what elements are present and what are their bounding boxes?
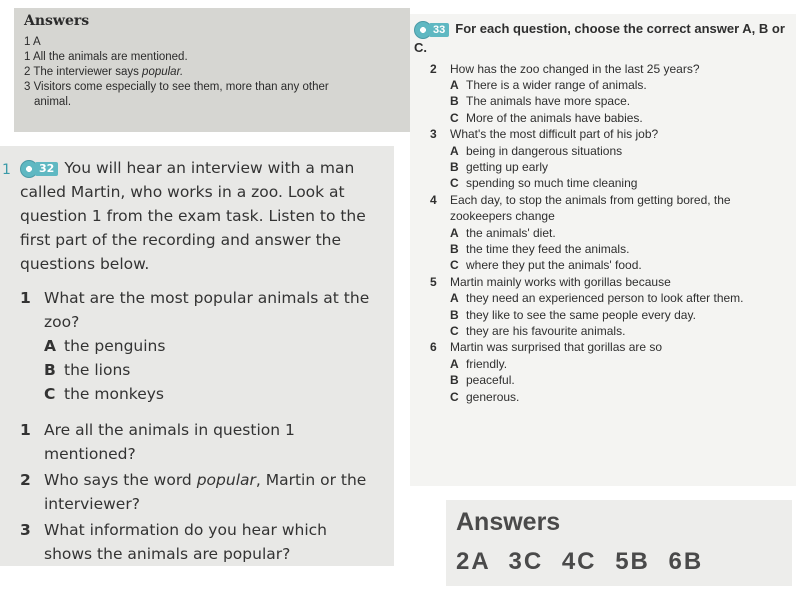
option[interactable]: [20, 358, 380, 382]
question-text-part: , Martin or the interviewer?: [44, 471, 367, 513]
option-text: the animals' diet.: [466, 225, 556, 240]
option-text: friendly.: [466, 356, 508, 371]
question: [414, 339, 786, 355]
audio-track-badge[interactable]: [20, 160, 58, 178]
option[interactable]: [414, 110, 786, 126]
followup-question: [20, 418, 380, 466]
question-text: Martin was surprised that gorillas are so: [450, 340, 663, 355]
option-letter: A: [450, 356, 459, 371]
option-letter: C: [44, 385, 56, 403]
answer-key-item: 3C: [508, 548, 544, 575]
option[interactable]: [414, 323, 786, 339]
question-number: 1: [20, 289, 31, 307]
question-text: How has the zoo changed in the last 25 years?: [450, 61, 700, 76]
option-letter: A: [44, 337, 56, 355]
heading-text: For each question, choose the correct answer A, B or C.: [414, 21, 785, 55]
option-text: The animals have more space.: [466, 94, 631, 109]
option[interactable]: [414, 143, 786, 159]
exercise-number: 1: [2, 162, 11, 178]
option-text: getting up early: [466, 160, 549, 174]
option-text: they need an experienced person to look after them.: [466, 291, 744, 306]
option-letter: B: [44, 361, 56, 379]
question-number: 3: [430, 127, 437, 142]
option-text: generous.: [466, 389, 520, 404]
option[interactable]: [414, 356, 786, 372]
answer-key-item: 6B: [668, 548, 704, 575]
option[interactable]: [414, 257, 786, 273]
answer-line: animal.: [34, 96, 72, 108]
intro-text: You will hear an interview with a man called Martin, who works in a zoo. Look at question 1 from the exam task. Listen to the first part of the recording and answer the questions below.: [20, 159, 366, 273]
option-text: they are his favourite animals.: [466, 324, 626, 339]
option-text: There is a wider range of animals.: [466, 77, 647, 92]
option[interactable]: [414, 372, 786, 388]
option-letter: A: [450, 225, 459, 240]
option[interactable]: [414, 225, 786, 241]
question-text: What are the most popular animals at the zoo?: [44, 289, 370, 331]
answer-key-item: 2A: [456, 548, 490, 575]
option-text: spending so much time cleaning: [466, 176, 638, 191]
option[interactable]: [414, 307, 786, 323]
option-text: they like to see the same people every day.: [466, 307, 696, 322]
option-letter: C: [450, 389, 459, 404]
question: [20, 286, 380, 334]
option-letter: B: [450, 160, 459, 174]
answer-line: 1 All the animals are mentioned.: [24, 51, 188, 63]
answer-key-item: 4C: [561, 548, 597, 575]
option[interactable]: [414, 175, 786, 191]
followup-question: [20, 468, 380, 516]
option-text: where they put the animals' food.: [466, 258, 642, 273]
option[interactable]: [414, 389, 786, 405]
question-text-part: Who says the word: [44, 471, 197, 489]
track-number: 32: [35, 162, 58, 176]
question-number: 5: [430, 274, 437, 289]
question-list: [414, 61, 786, 406]
option[interactable]: [414, 77, 786, 93]
question-text: What's the most difficult part of his job?: [450, 127, 659, 142]
question-panel-left: [0, 146, 394, 566]
question: [414, 274, 786, 290]
question-text: [44, 468, 380, 516]
option-text: being in dangerous situations: [466, 143, 623, 158]
option-letter: C: [450, 110, 459, 125]
answers-title: Answers: [24, 13, 90, 29]
option-letter: A: [450, 143, 459, 158]
question-panel-right: [410, 14, 796, 486]
answer-line: 1 A: [24, 36, 41, 48]
answer-line: [24, 65, 400, 80]
question-number: 3: [20, 521, 31, 539]
question-number: 2: [20, 471, 31, 489]
option-text: More of the animals have babies.: [466, 110, 643, 125]
answers-box-top: [14, 8, 410, 132]
option-text: the penguins: [64, 337, 166, 355]
question-text: Each day, to stop the animals from getting bored, the zookeepers change: [450, 192, 731, 224]
answer-emphasis: popular.: [142, 66, 184, 78]
option-text: the monkeys: [64, 385, 164, 403]
question-text: Are all the animals in question 1 mentioned?: [44, 421, 295, 463]
question-number: 6: [430, 340, 437, 355]
option-letter: A: [450, 77, 459, 92]
option-letter: C: [450, 324, 459, 339]
option-letter: C: [450, 258, 459, 273]
question-number: 2: [430, 61, 437, 76]
task-heading: [414, 20, 786, 57]
question-text: What information do you hear which shows the animals are popular?: [44, 521, 328, 563]
option-text: the lions: [64, 361, 131, 379]
question-number: 4: [430, 192, 437, 207]
option[interactable]: [414, 159, 786, 175]
intro-paragraph: [20, 156, 380, 276]
option[interactable]: [414, 290, 786, 306]
answer-key-item: 5B: [615, 548, 650, 575]
answer-key: [456, 548, 782, 576]
option[interactable]: [414, 93, 786, 109]
question: [414, 192, 786, 225]
question: [414, 126, 786, 142]
answer-text: 2 The interviewer says: [24, 66, 143, 78]
answers-box-bottom: [446, 500, 792, 586]
option-letter: B: [450, 242, 459, 257]
option-text: the time they feed the animals.: [466, 242, 630, 257]
audio-track-badge[interactable]: [414, 21, 449, 39]
option-letter: C: [450, 176, 459, 191]
answers-title: Answers: [456, 508, 561, 536]
option-letter: A: [450, 291, 459, 306]
followup-question: [20, 518, 380, 566]
track-number: 33: [429, 23, 449, 37]
answer-line: 3 Visitors come especially to see them, more than any other: [24, 81, 329, 93]
option[interactable]: [20, 382, 380, 406]
option-text: peaceful.: [466, 373, 515, 388]
question: [414, 61, 786, 77]
question-text: Martin mainly works with gorillas because: [450, 274, 671, 289]
option[interactable]: [20, 334, 380, 358]
option-letter: B: [450, 373, 459, 388]
option-letter: B: [450, 307, 459, 322]
option-letter: B: [450, 94, 459, 109]
question-number: 1: [20, 421, 31, 439]
question-emphasis: popular: [196, 471, 256, 489]
option[interactable]: [414, 241, 786, 257]
